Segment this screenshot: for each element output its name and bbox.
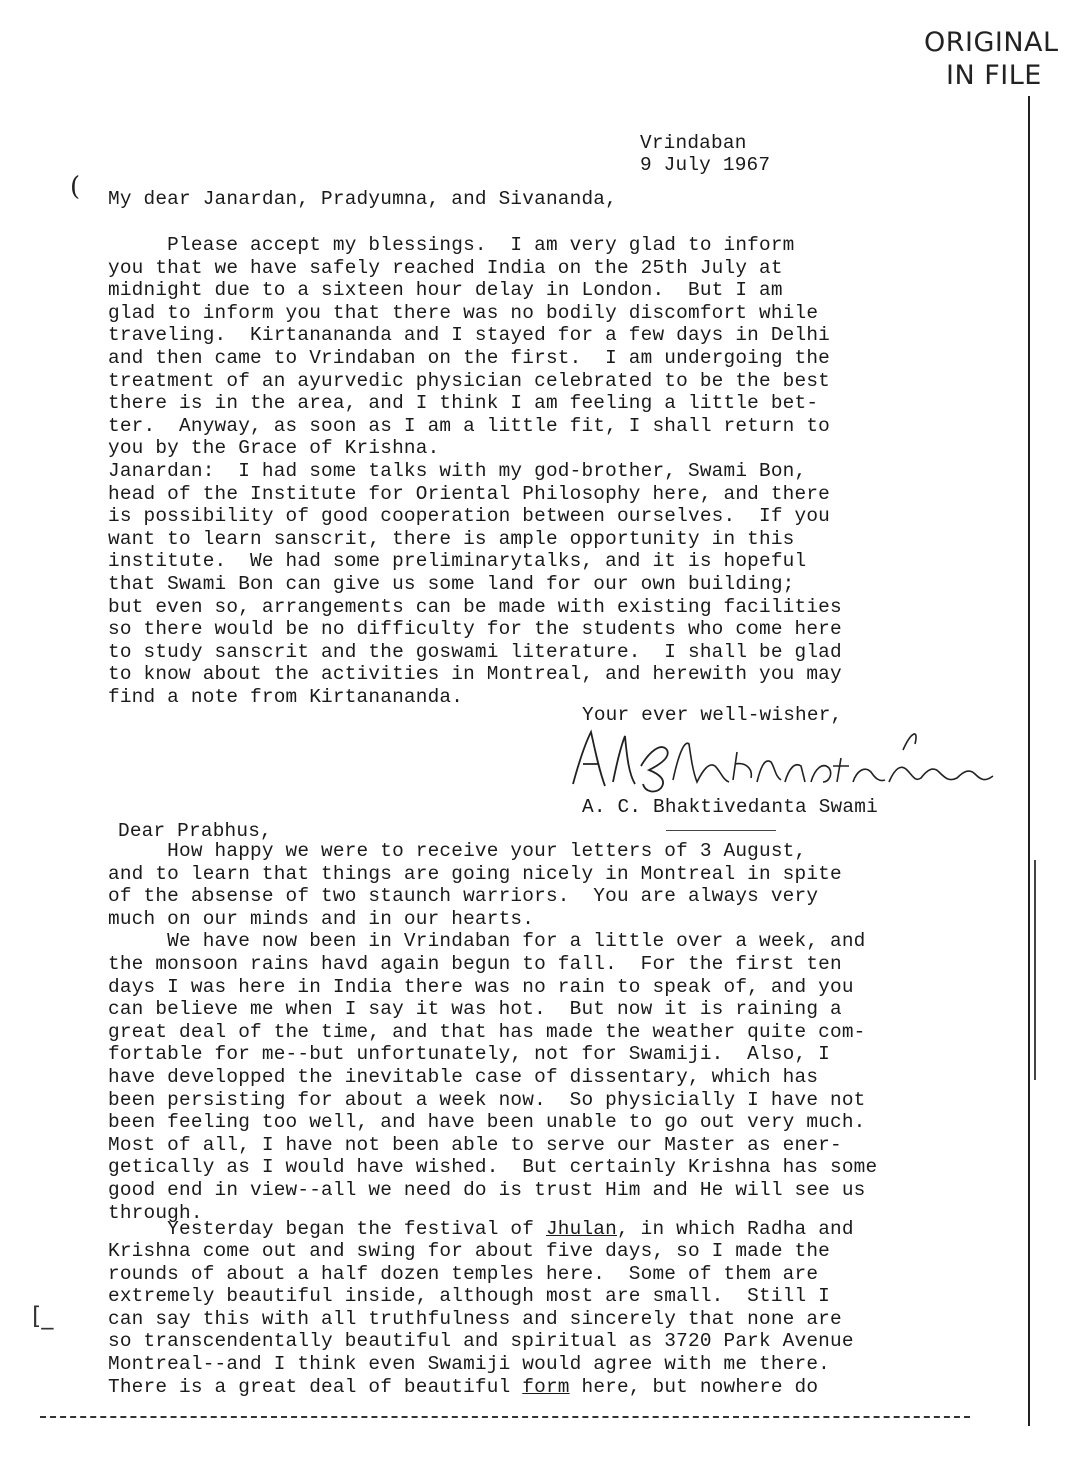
para3-line1-after: , in which Radha and [616,1218,854,1240]
letter2-body-line-16: good end in view--all we need do is trust Him and He will see us [108,1179,866,1201]
letter-salutation: My dear Janardan, Pradyumna, and Sivananda, [108,188,617,210]
stamp-line-1: ORIGINAL [924,27,1059,58]
letter2-body-line-15: getically as I would have wished. But certainly Krishna has some [108,1156,878,1179]
letter1-body-line-17: but even so, arrangements can be made with existing facilities [108,595,842,618]
margin-bracket-mark: ( [70,172,81,202]
left-margin-mark: [_ [32,1302,54,1330]
letter1-body-line-8: there is in the area, and I think I am feeling a little bet- [108,392,819,415]
letter2-para3-line-4: can say this with all truthfulness and sincerely that none are [108,1307,842,1330]
last-line-before: There is a great deal of beautiful [108,1376,523,1398]
letter2-para3-line-3: extremely beautiful inside, although most are small. Still I [108,1285,831,1308]
letter2-body-line-5: We have now been in Vrindaban for a little over a week, and [108,930,866,953]
right-margin-rule [1028,96,1030,1426]
letter1-body-line-12: head of the Institute for Oriental Philosophy here, and there [108,482,831,505]
handwritten-signature [565,722,1005,802]
letter1-body-line-11: Janardan: I had some talks with my god-brother, Swami Bon, [108,460,807,482]
letter-date: 9 July 1967 [640,154,771,176]
letter1-body-line-10: you by the Grace of Krishna. [108,437,440,460]
letter2-body-line-2: and to learn that things are going nicely in Montreal in spite [108,862,842,885]
letter1-body-line-6: and then came to Vrindaban on the first. I am undergoing the [108,347,831,369]
letter2-para3-line-6: Montreal--and I think even Swamiji would agree with me there. [108,1353,831,1375]
letter2-body-line-3: of the absense of two staunch warriors. You are always very [108,885,819,908]
letter2-last-line [108,1376,818,1398]
letter1-body-line-5: traveling. Kirtanananda and I stayed for a few days in Delhi [108,324,831,347]
signature-underline [666,830,776,831]
letter1-body-line-20: to know about the activities in Montreal, and herewith you may [108,663,842,686]
jhulan-underlined: Jhulan [545,1218,617,1240]
letter2-body-line-8: can believe me when I say it was hot. But now it is raining a [108,998,842,1021]
letter1-body-line-9: ter. Anyway, as soon as I am a little fit, I shall return to [108,414,831,437]
last-line-after: here, but nowhere do [569,1376,819,1398]
letter2-body-line-12: been persisting for about a week now. So physicially I have not [108,1088,866,1111]
letter1-body-line-3: midnight due to a sixteen hour delay in London. But I am [108,279,783,302]
original-in-file-stamp [924,26,1059,92]
letter1-body-line-15: institute. We had some preliminarytalks, and it is hopeful [108,550,807,573]
form-underlined: form [522,1376,570,1398]
letter1-body-line-14: want to learn sanscrit, there is ample opportunity in this [108,527,795,550]
letter1-body-line-1: Please accept my blessings. I am very glad to inform [108,234,795,256]
letter2-body-line-14: Most of all, I have not been able to serve our Master as ener- [108,1133,842,1156]
letter1-body-line-4: glad to inform you that there was no bodily discomfort while [108,301,819,324]
para3-line1-before: Yesterday began the festival of [108,1218,546,1240]
letter1-body-line-21: find a note from Kirtanananda. [108,686,464,708]
letter2-body-line-13: been feeling too well, and have been unable to go out very much. [108,1111,866,1134]
letter1-body-line-7: treatment of an ayurvedic physician celebrated to be the best [108,369,831,392]
letter1-body-line-19: to study sanscrit and the goswami literature. I shall be glad [108,640,842,663]
stamp-line-2: IN FILE [946,60,1042,91]
letter1-body-line-13: is possibility of good cooperation between ourselves. If you [108,505,831,528]
letter2-salutation: Dear Prabhus, [118,820,272,842]
letter2-para3-line-2: rounds of about a half dozen temples here. Some of them are [108,1262,819,1285]
letter1-body-line-16: that Swami Bon can give us some land for our own building; [108,573,795,595]
letter2-para3-line-1: Krishna come out and swing for about five days, so I made the [108,1240,831,1262]
letter2-para3-line-5: so transcendentally beautiful and spiritual as 3720 Park Avenue [108,1330,854,1353]
letter2-body-line-1: How happy we were to receive your letters of 3 August, [108,840,807,862]
letter2-body-line-6: the monsoon rains havd again begun to fall. For the first ten [108,953,842,975]
letter2-body-line-17: through. [108,1201,203,1224]
letter-place: Vrindaban [640,132,747,154]
right-margin-rule-secondary [1034,860,1036,1080]
signature-typed-name: A. C. Bhaktivedanta Swami [582,796,878,818]
letter2-body-line-4: much on our minds and in our hearts. [108,907,535,930]
letter2-para3-line-1 [108,1218,854,1240]
letter1-body-line-2: you that we have safely reached India on the 25th July at [108,256,783,279]
bottom-dashed-rule [40,1416,970,1418]
letter2-body-line-10: fortable for me--but unfortunately, not for Swamiji. Also, I [108,1043,831,1066]
letter2-body-line-9: great deal of the time, and that has made the weather quite com- [108,1020,866,1043]
letter2-body-line-11: have developped the inevitable case of dissentary, which has [108,1066,819,1088]
letter1-body-line-18: so there would be no difficulty for the students who come here [108,618,842,641]
letter-closing: Your ever well-wisher, [582,704,843,726]
letter2-body-line-7: days I was here in India there was no rain to speak of, and you [108,975,854,998]
